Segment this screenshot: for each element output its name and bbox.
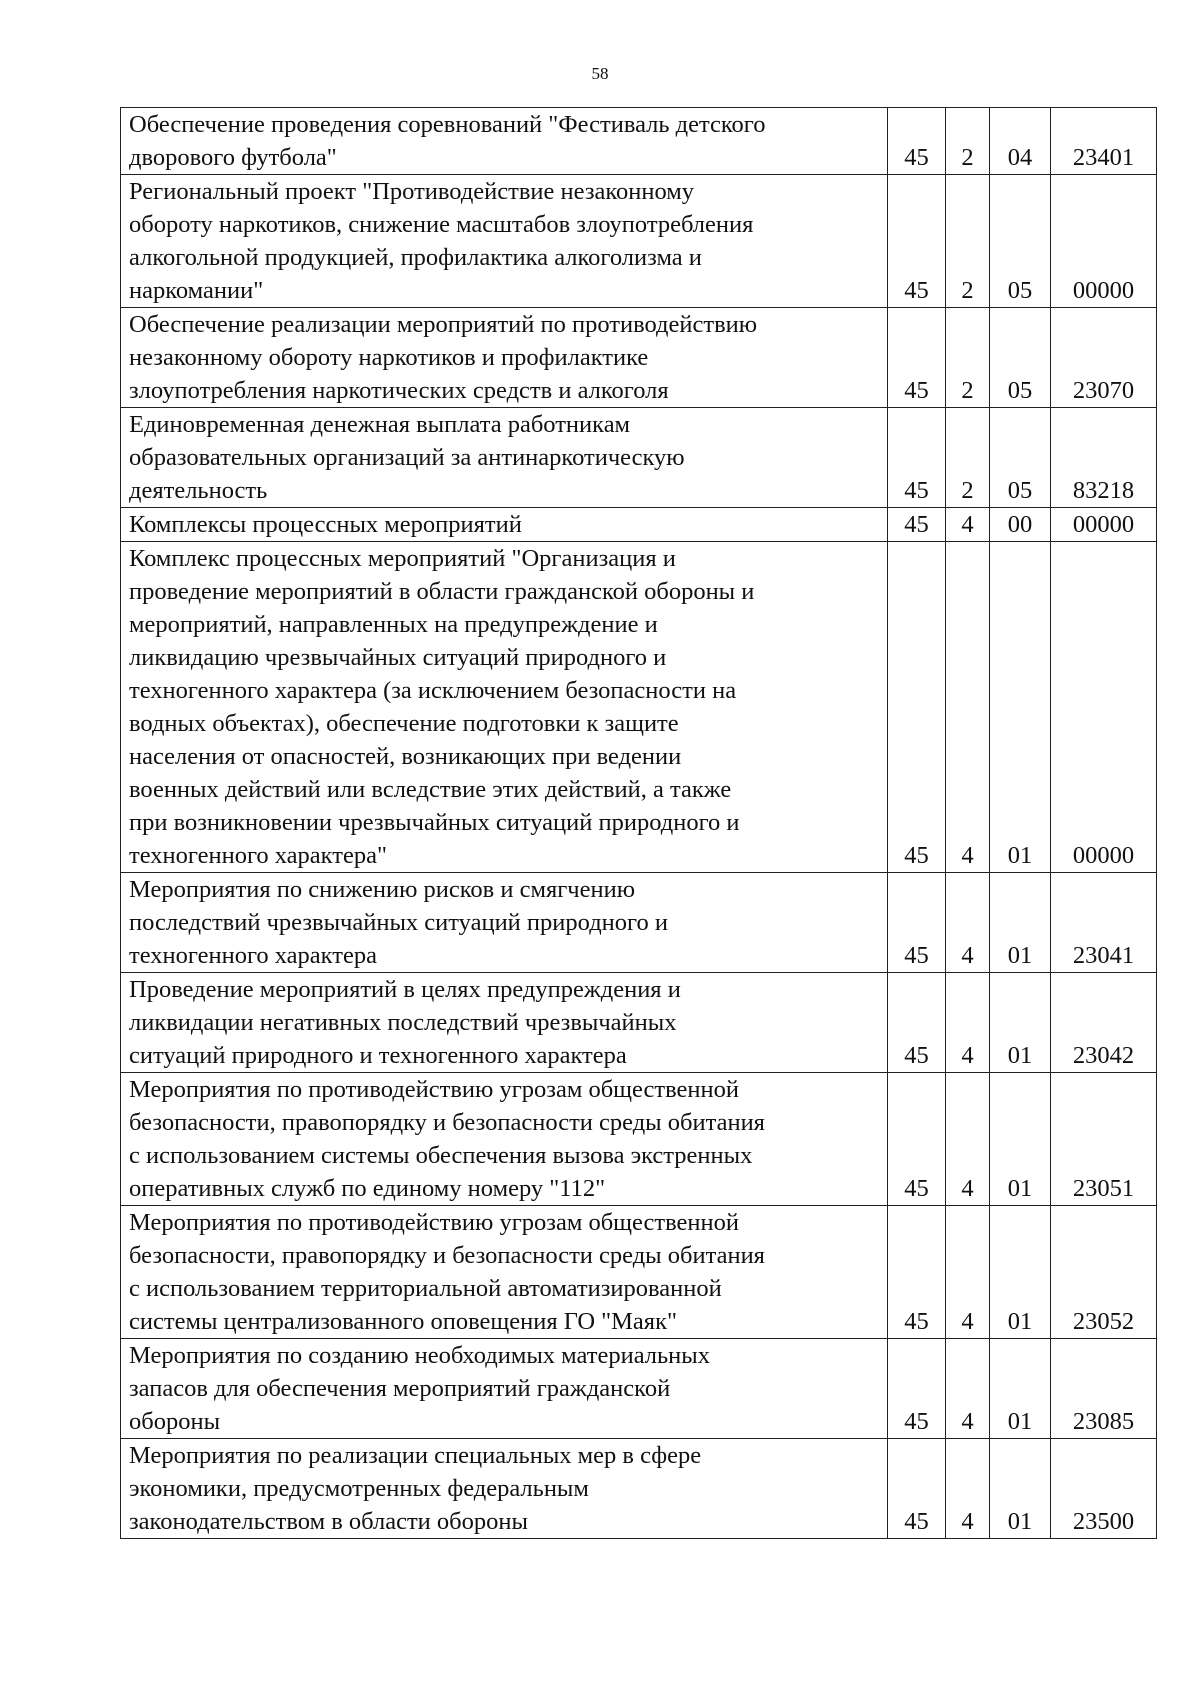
table-row — [121, 108, 1157, 175]
direction-code-cell: 23085 — [1051, 1339, 1157, 1439]
subprogram-code-cell: 01 — [990, 1439, 1051, 1539]
direction-code-cell: 83218 — [1051, 408, 1157, 508]
row-name-cell: Проведение мероприятий в целях предупреждения и ликвидации негативных последствий чрезвычайных ситуаций природного и техногенного характера — [121, 973, 888, 1073]
program-code-cell: 45 — [888, 1073, 946, 1206]
table-row — [121, 508, 1157, 542]
program-code-cell: 45 — [888, 108, 946, 175]
direction-code-cell: 23052 — [1051, 1206, 1157, 1339]
subprogram-code-cell: 01 — [990, 873, 1051, 973]
program-type-cell: 4 — [946, 508, 990, 542]
table-row — [121, 408, 1157, 508]
direction-code-cell: 00000 — [1051, 175, 1157, 308]
page-number: 58 — [591, 64, 609, 83]
program-type-cell: 4 — [946, 1206, 990, 1339]
program-code-cell: 45 — [888, 175, 946, 308]
subprogram-code-cell: 05 — [990, 408, 1051, 508]
program-type-cell: 2 — [946, 408, 990, 508]
program-code-cell: 45 — [888, 1339, 946, 1439]
row-name-cell: Мероприятия по противодействию угрозам общественной безопасности, правопорядку и безопасности среды обитания с использованием системы обеспечения вызова экстренных оперативных служб по единому номеру "112" — [121, 1073, 888, 1206]
program-type-cell: 4 — [946, 542, 990, 873]
direction-code-cell: 23070 — [1051, 308, 1157, 408]
program-code-cell: 45 — [888, 408, 946, 508]
program-type-cell: 2 — [946, 308, 990, 408]
program-type-cell: 2 — [946, 175, 990, 308]
program-type-cell: 2 — [946, 108, 990, 175]
table-row — [121, 175, 1157, 308]
row-name-cell: Мероприятия по противодействию угрозам общественной безопасности, правопорядку и безопасности среды обитания с использованием территориальной автоматизированной системы централизованного оповещения ГО "Маяк" — [121, 1206, 888, 1339]
row-name-cell: Региональный проект "Противодействие незаконному обороту наркотиков, снижение масштабов злоупотребления алкогольной продукцией, профилактика алкоголизма и наркомании" — [121, 175, 888, 308]
subprogram-code-cell: 01 — [990, 1206, 1051, 1339]
direction-code-cell: 23051 — [1051, 1073, 1157, 1206]
subprogram-code-cell: 00 — [990, 508, 1051, 542]
table-row — [121, 1206, 1157, 1339]
program-code-cell: 45 — [888, 1206, 946, 1339]
direction-code-cell: 23041 — [1051, 873, 1157, 973]
direction-code-cell: 23500 — [1051, 1439, 1157, 1539]
subprogram-code-cell: 01 — [990, 1073, 1051, 1206]
row-name-cell: Мероприятия по снижению рисков и смягчению последствий чрезвычайных ситуаций природного и техногенного характера — [121, 873, 888, 973]
subprogram-code-cell: 04 — [990, 108, 1051, 175]
table-row — [121, 873, 1157, 973]
program-code-cell: 45 — [888, 508, 946, 542]
program-code-cell: 45 — [888, 873, 946, 973]
program-code-cell: 45 — [888, 1439, 946, 1539]
subprogram-code-cell: 01 — [990, 542, 1051, 873]
row-name-cell: Комплексы процессных мероприятий — [121, 508, 888, 542]
table-row — [121, 1439, 1157, 1539]
program-type-cell: 4 — [946, 873, 990, 973]
direction-code-cell: 23401 — [1051, 108, 1157, 175]
table-row — [121, 973, 1157, 1073]
direction-code-cell: 00000 — [1051, 508, 1157, 542]
table-row — [121, 308, 1157, 408]
budget-classification-table — [120, 107, 1157, 1539]
row-name-cell: Обеспечение реализации мероприятий по противодействию незаконному обороту наркотиков и профилактике злоупотребления наркотических средств и алкоголя — [121, 308, 888, 408]
subprogram-code-cell: 05 — [990, 308, 1051, 408]
row-name-cell: Обеспечение проведения соревнований "Фестиваль детского дворового футбола" — [121, 108, 888, 175]
subprogram-code-cell: 01 — [990, 973, 1051, 1073]
program-type-cell: 4 — [946, 1339, 990, 1439]
program-type-cell: 4 — [946, 1073, 990, 1206]
table-row — [121, 1339, 1157, 1439]
program-code-cell: 45 — [888, 973, 946, 1073]
row-name-cell: Комплекс процессных мероприятий "Организация и проведение мероприятий в области гражданской обороны и мероприятий, направленных на предупреждение и ликвидацию чрезвычайных ситуаций природного и техногенного характера (за исключением безопасности на водных объектах), обеспечение подготовки к защите населения от опасностей, возникающих при ведении военных действий или вследствие этих действий, а также при возникновении чрезвычайных ситуаций природного и техногенного характера" — [121, 542, 888, 873]
subprogram-code-cell: 01 — [990, 1339, 1051, 1439]
program-type-cell: 4 — [946, 973, 990, 1073]
row-name-cell: Мероприятия по созданию необходимых материальных запасов для обеспечения мероприятий гражданской обороны — [121, 1339, 888, 1439]
subprogram-code-cell: 05 — [990, 175, 1051, 308]
row-name-cell: Единовременная денежная выплата работникам образовательных организаций за антинаркотическую деятельность — [121, 408, 888, 508]
direction-code-cell: 00000 — [1051, 542, 1157, 873]
program-type-cell: 4 — [946, 1439, 990, 1539]
row-name-cell: Мероприятия по реализации специальных мер в сфере экономики, предусмотренных федеральным законодательством в области обороны — [121, 1439, 888, 1539]
direction-code-cell: 23042 — [1051, 973, 1157, 1073]
program-code-cell: 45 — [888, 308, 946, 408]
table-row — [121, 542, 1157, 873]
program-code-cell: 45 — [888, 542, 946, 873]
table-row — [121, 1073, 1157, 1206]
